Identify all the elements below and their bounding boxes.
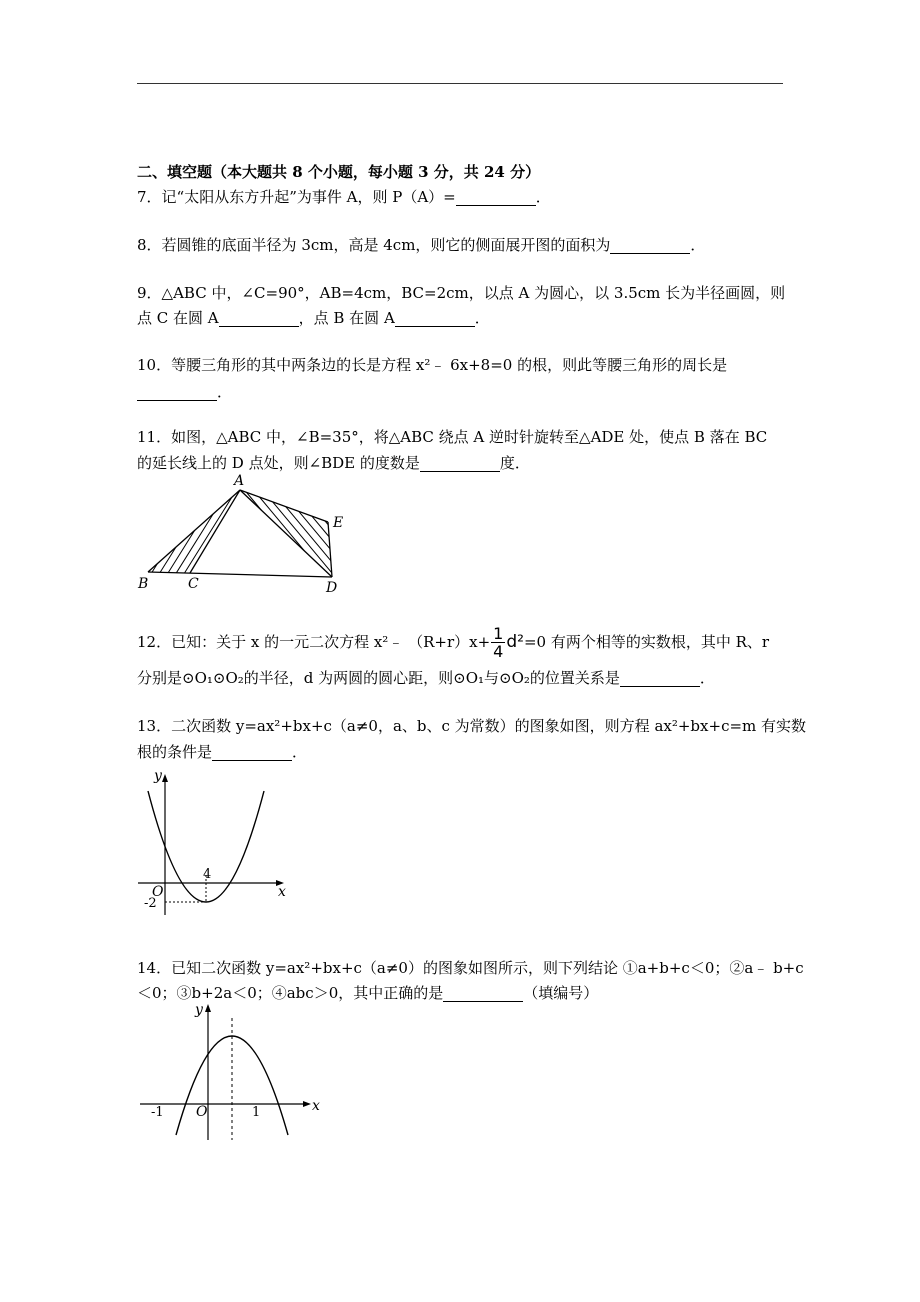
fraction-numerator: 1 (493, 623, 504, 643)
x-axis-label: x (278, 884, 286, 900)
parabola-graph-14 (135, 1000, 320, 1145)
question-11-text: 的延长线上的 D 点处，则∠BDE 的度数是 (137, 454, 420, 472)
y-axis-arrow-icon (205, 1004, 211, 1012)
tick-label-1: 1 (252, 1105, 261, 1120)
x-axis-arrow-icon (303, 1101, 311, 1107)
section-heading: 二、填空题（本大题共 8 个小题，每小题 3 分，共 24 分） (137, 163, 541, 181)
question-7-text: 7．记“太阳从东方升起”为事件 A，则 P（A）= (137, 188, 456, 206)
tick-label-neg1: -1 (151, 1105, 164, 1120)
question-11-end: 度． (499, 454, 530, 472)
fraction-denominator: 4 (493, 641, 504, 661)
answer-blank (620, 671, 700, 687)
answer-blank (212, 745, 292, 761)
point-label-a: A (234, 473, 245, 489)
answer-blank (219, 311, 299, 327)
question-13-end: ． (292, 743, 308, 761)
point-label-c: C (188, 576, 199, 592)
rotation-triangle-figure (130, 470, 350, 600)
line-bd (148, 572, 332, 577)
answer-blank (395, 311, 475, 327)
question-8 (137, 235, 705, 255)
tick-label-4: 4 (203, 867, 212, 882)
question-14-end: （填编号） (523, 984, 599, 1002)
question-9-line-2 (137, 308, 490, 328)
question-13-line-2 (137, 742, 307, 762)
side-ae (240, 490, 328, 522)
answer-blank (420, 456, 500, 472)
y-axis-label: y (195, 1002, 203, 1018)
answer-blank (137, 385, 217, 401)
question-14-text: ＜0；③b+2a＜0；④abc＞0，其中正确的是 (137, 984, 444, 1002)
y-axis-label: y (154, 768, 162, 784)
point-label-e: E (333, 515, 344, 531)
answer-blank (456, 190, 536, 206)
x-axis-label: x (312, 1098, 320, 1114)
hatch-line (168, 530, 194, 572)
question-12-text-2: 分别是⊙O₁⊙O₂的半径，d 为两圆的圆心距，则⊙O₁与⊙O₂的位置关系是 (137, 669, 620, 687)
side-ab (148, 490, 240, 572)
question-8-text: 8．若圆锥的底面半径为 3cm，高是 4cm，则它的侧面展开图的面积为 (137, 236, 611, 254)
question-9-text-b: ，点 B 在圆 A (298, 309, 395, 327)
question-9-line-1: 9．△ABC 中，∠C=90°，AB=4cm，BC=2cm，以点 A 为圆心，以 3.5cm 长为半径画圆，则 (137, 284, 786, 302)
question-9-end: ． (474, 309, 490, 327)
top-rule (137, 83, 783, 84)
question-7 (137, 187, 551, 207)
parabola-graph-13 (130, 765, 295, 925)
question-10-line-1: 10．等腰三角形的其中两条边的长是方程 x²﹣ 6x+8=0 的根，则此等腰三角形的周长是 (137, 356, 728, 374)
answer-blank (610, 238, 690, 254)
y-axis-arrow-icon (162, 774, 168, 782)
question-12-line-1 (137, 622, 769, 662)
question-9-text-a: 点 C 在圆 A (137, 309, 219, 327)
origin-label: O (196, 1104, 208, 1120)
question-7-end: ． (535, 188, 551, 206)
side-ac (190, 490, 240, 573)
question-11-line-1: 11．如图，△ABC 中，∠B=35°，将△ABC 绕点 A 逆时针旋转至△ADE 处，使点 B 落在 BC (137, 428, 768, 446)
question-13-text: 根的条件是 (137, 743, 213, 761)
question-12-text-a: 12．已知：关于 x 的一元二次方程 x²﹣ （R+r）x+ (137, 633, 491, 651)
question-13-line-1: 13．二次函数 y=ax²+bx+c（a≠0，a、b、c 为常数）的图象如图，则方程 ax²+bx+c=m 有实数 (137, 717, 807, 735)
question-12-text-c: =0 有两个相等的实数根，其中 R、r (523, 633, 770, 651)
side-ad (240, 490, 332, 577)
tick-label-neg2: -2 (144, 896, 157, 911)
d-squared-term: d² (506, 632, 524, 652)
origin-label: O (152, 884, 164, 900)
question-14-line-1: 14．已知二次函数 y=ax²+bx+c（a≠0）的图象如图所示，则下列结论 ①a+b+c＜0；②a﹣ b+c (137, 959, 804, 977)
question-12-end: ． (699, 669, 715, 687)
question-10-end: ． (217, 383, 233, 401)
answer-blank (443, 986, 523, 1002)
question-12-line-2 (137, 668, 715, 688)
point-label-d: D (326, 580, 338, 596)
question-8-end: ． (690, 236, 706, 254)
fraction (491, 625, 505, 660)
point-label-b: B (138, 576, 149, 592)
hatching (152, 492, 332, 572)
question-10-line-2 (137, 382, 232, 402)
